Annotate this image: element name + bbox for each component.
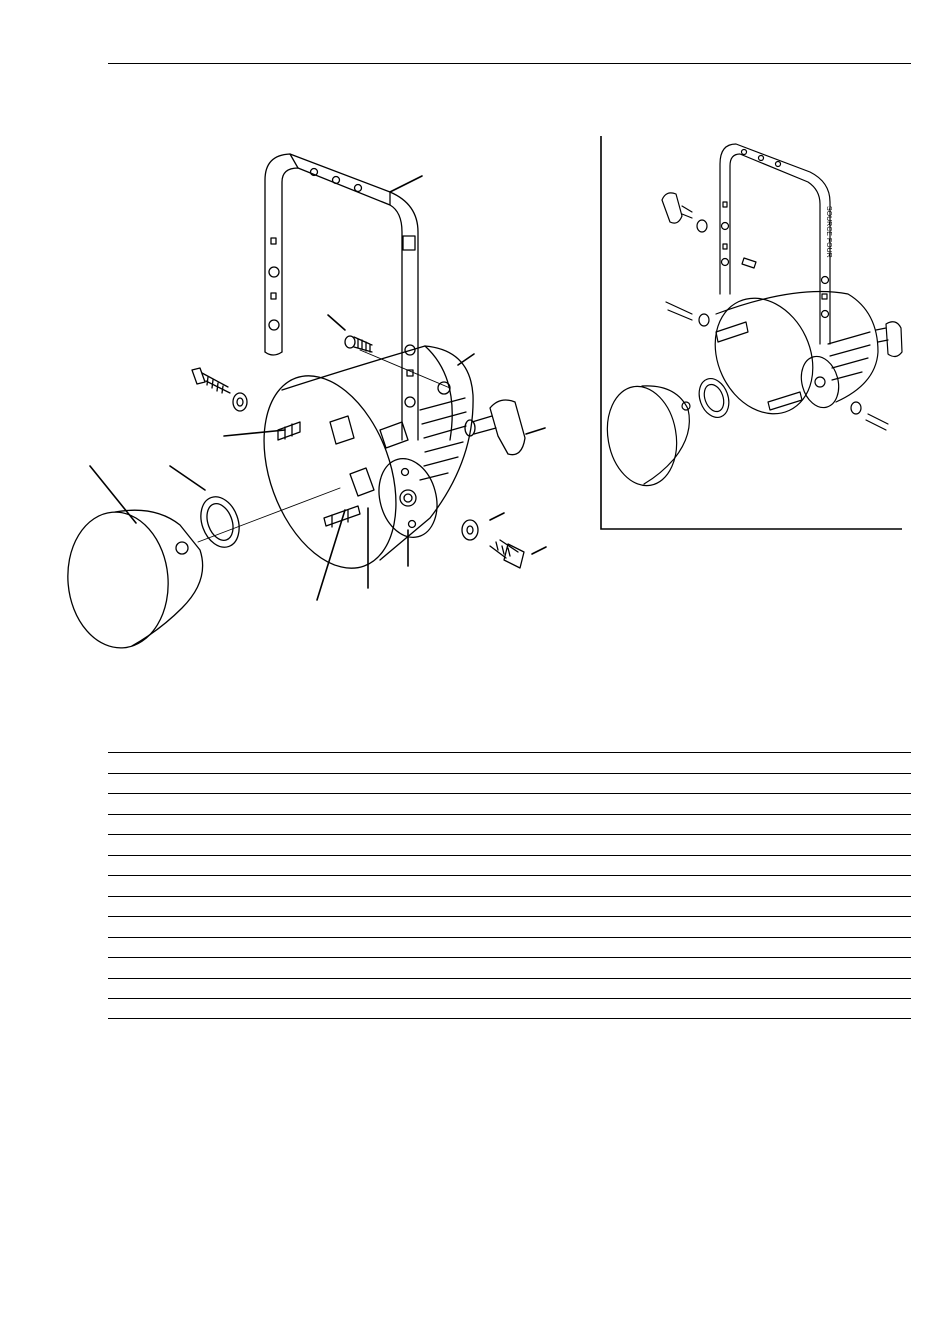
clip-rail: [278, 422, 360, 527]
callout-side-bolt: [532, 547, 546, 554]
table-row: [108, 875, 911, 896]
callout-lamp: [90, 466, 136, 523]
callout-housing: [458, 354, 474, 365]
table-row: [108, 916, 911, 937]
yoke-knob: [465, 400, 525, 455]
washer-left: [233, 393, 247, 411]
table-row: [108, 896, 911, 917]
bolt-left: [192, 368, 230, 393]
inset-yoke-imprint: SOURCE FOUR: [825, 206, 832, 258]
table-row: [108, 978, 911, 999]
callout-yoke-bolt: [328, 315, 345, 330]
inset-yoke: [720, 144, 830, 344]
callout-washer: [490, 513, 504, 520]
housing: [239, 346, 473, 586]
callout-lamp-holder: [224, 430, 285, 436]
table-row: [108, 773, 911, 794]
inset-bolts: [666, 258, 888, 430]
yoke-bolt: [345, 336, 372, 352]
exploded-view-main: [60, 140, 620, 680]
inset-knob-right: [876, 322, 902, 357]
callout-leaders: [90, 176, 546, 600]
callout-yoke: [390, 176, 422, 192]
yoke: [265, 154, 418, 440]
table-row: [108, 957, 911, 978]
table-row: [108, 998, 911, 1019]
header-rule: [108, 63, 911, 64]
table-row: [108, 814, 911, 835]
table-row: [108, 937, 911, 958]
table-row: [108, 793, 911, 814]
retaining-ring: [194, 491, 246, 552]
side-bolt: [490, 540, 524, 568]
callout-spring-clip: [317, 510, 345, 600]
inset-knob-top: [662, 193, 707, 232]
table-row: [108, 752, 911, 773]
table-row: [108, 834, 911, 855]
table-row: [108, 855, 911, 876]
washer-right: [462, 520, 478, 540]
parts-list-table: [108, 752, 911, 1019]
lamp: [62, 508, 202, 652]
callout-yoke-knob: [526, 428, 545, 434]
callout-retaining-ring: [170, 466, 205, 490]
inset-lamp: [600, 374, 734, 491]
assembled-view-inset: [596, 134, 906, 534]
